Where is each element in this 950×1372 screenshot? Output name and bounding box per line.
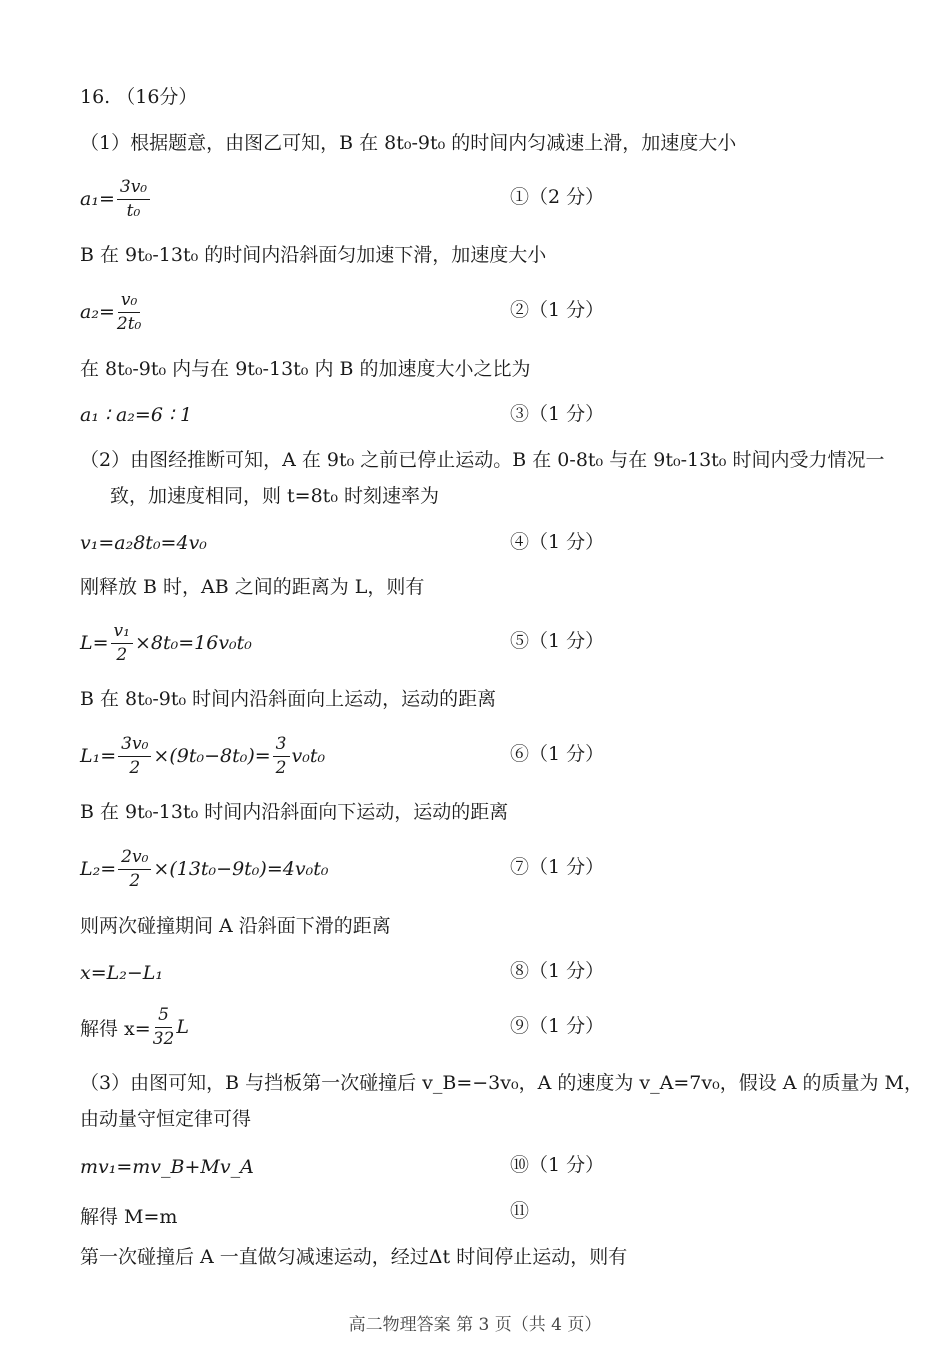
text-2: B 在 9t₀-13t₀ 的时间内沿斜面匀加速下滑，加速度大小 — [80, 244, 547, 266]
text-12: 第一次碰撞后 A 一直做匀减速运动，经过Δt 时间停止运动，则有 — [80, 1246, 628, 1268]
part3-line-2: 由动量守恒定律可得 — [80, 1108, 252, 1130]
equation-10: mv₁=mv_B+Mv_A — [80, 1156, 254, 1178]
score-mark-2: ②（1 分） — [510, 299, 605, 321]
part3-line-1: （3）由图可知，B 与挡板第一次碰撞后 v_B=−3v₀，A 的速度为 v_A=7v₀，假设 A 的质量为 M， — [80, 1072, 924, 1094]
equation-11: 解得 M=m — [80, 1206, 178, 1228]
text-5: 刚释放 B 时，AB 之间的距离为 L，则有 — [80, 576, 425, 598]
text-7: B 在 9t₀-13t₀ 时间内沿斜面向下运动，运动的距离 — [80, 801, 509, 823]
text-8: 则两次碰撞期间 A 沿斜面下滑的距离 — [80, 915, 391, 937]
equation-5: L= $\frac{\text{v₁}}{2}$ ×8t₀=16v₀t₀ — [80, 621, 252, 665]
score-mark-4: ④（1 分） — [510, 531, 605, 553]
equation-9: 解得 x= $\frac{5}{32}$ L — [80, 1005, 189, 1049]
page-footer: 高二物理答案 第 3 页（共 4 页） — [348, 1315, 602, 1335]
equation-2: a₂= $\frac{\text{v₀}}{\text{2t₀}}$ — [80, 290, 142, 334]
equation-7: L₂= $\frac{\text{2v₀}}{2}$ ×(13t₀−9t₀)=4v₀t₀ — [80, 847, 329, 891]
equation-6: L₁= $\frac{\text{3v₀}}{2}$ ×(9t₀−8t₀)= $\frac{3}{2}$ v₀t₀ — [80, 734, 326, 778]
score-mark-11: ⑪ — [510, 1200, 530, 1222]
part1-intro: （1）根据题意，由图乙可知，B 在 8t₀-9t₀ 的时间内匀减速上滑，加速度大小 — [80, 132, 737, 154]
score-mark-7: ⑦（1 分） — [510, 856, 605, 878]
score-mark-8: ⑧（1 分） — [510, 960, 605, 982]
part2-line-1: （2）由图经推断可知，A 在 9t₀ 之前已停止运动。B 在 0-8t₀ 与在 9t₀-13t₀ 时间内受力情况一 — [80, 449, 885, 471]
equation-8: x=L₂−L₁ — [80, 962, 164, 984]
equation-3: a₁ ∶ a₂=6 ∶ 1 — [80, 404, 193, 426]
equation-1: a₁= $\frac{\text{3v₀}}{\text{t₀}}$ — [80, 178, 152, 220]
text-6: B 在 8t₀-9t₀ 时间内沿斜面向上运动，运动的距离 — [80, 688, 497, 710]
equation-4: v₁=a₂8t₀=4v₀ — [80, 532, 207, 554]
score-mark-9: ⑨（1 分） — [510, 1015, 605, 1037]
score-mark-1: ①（2 分） — [510, 186, 605, 208]
score-mark-10: ⑩（1 分） — [510, 1154, 605, 1176]
score-mark-6: ⑥（1 分） — [510, 743, 605, 765]
part2-line-2: 致，加速度相同，则 t=8t₀ 时刻速率为 — [110, 485, 439, 507]
question-heading: 16. （16分） — [80, 86, 198, 108]
score-mark-3: ③（1 分） — [510, 403, 605, 425]
score-mark-5: ⑤（1 分） — [510, 630, 605, 652]
text-3: 在 8t₀-9t₀ 内与在 9t₀-13t₀ 内 B 的加速度大小之比为 — [80, 358, 531, 380]
